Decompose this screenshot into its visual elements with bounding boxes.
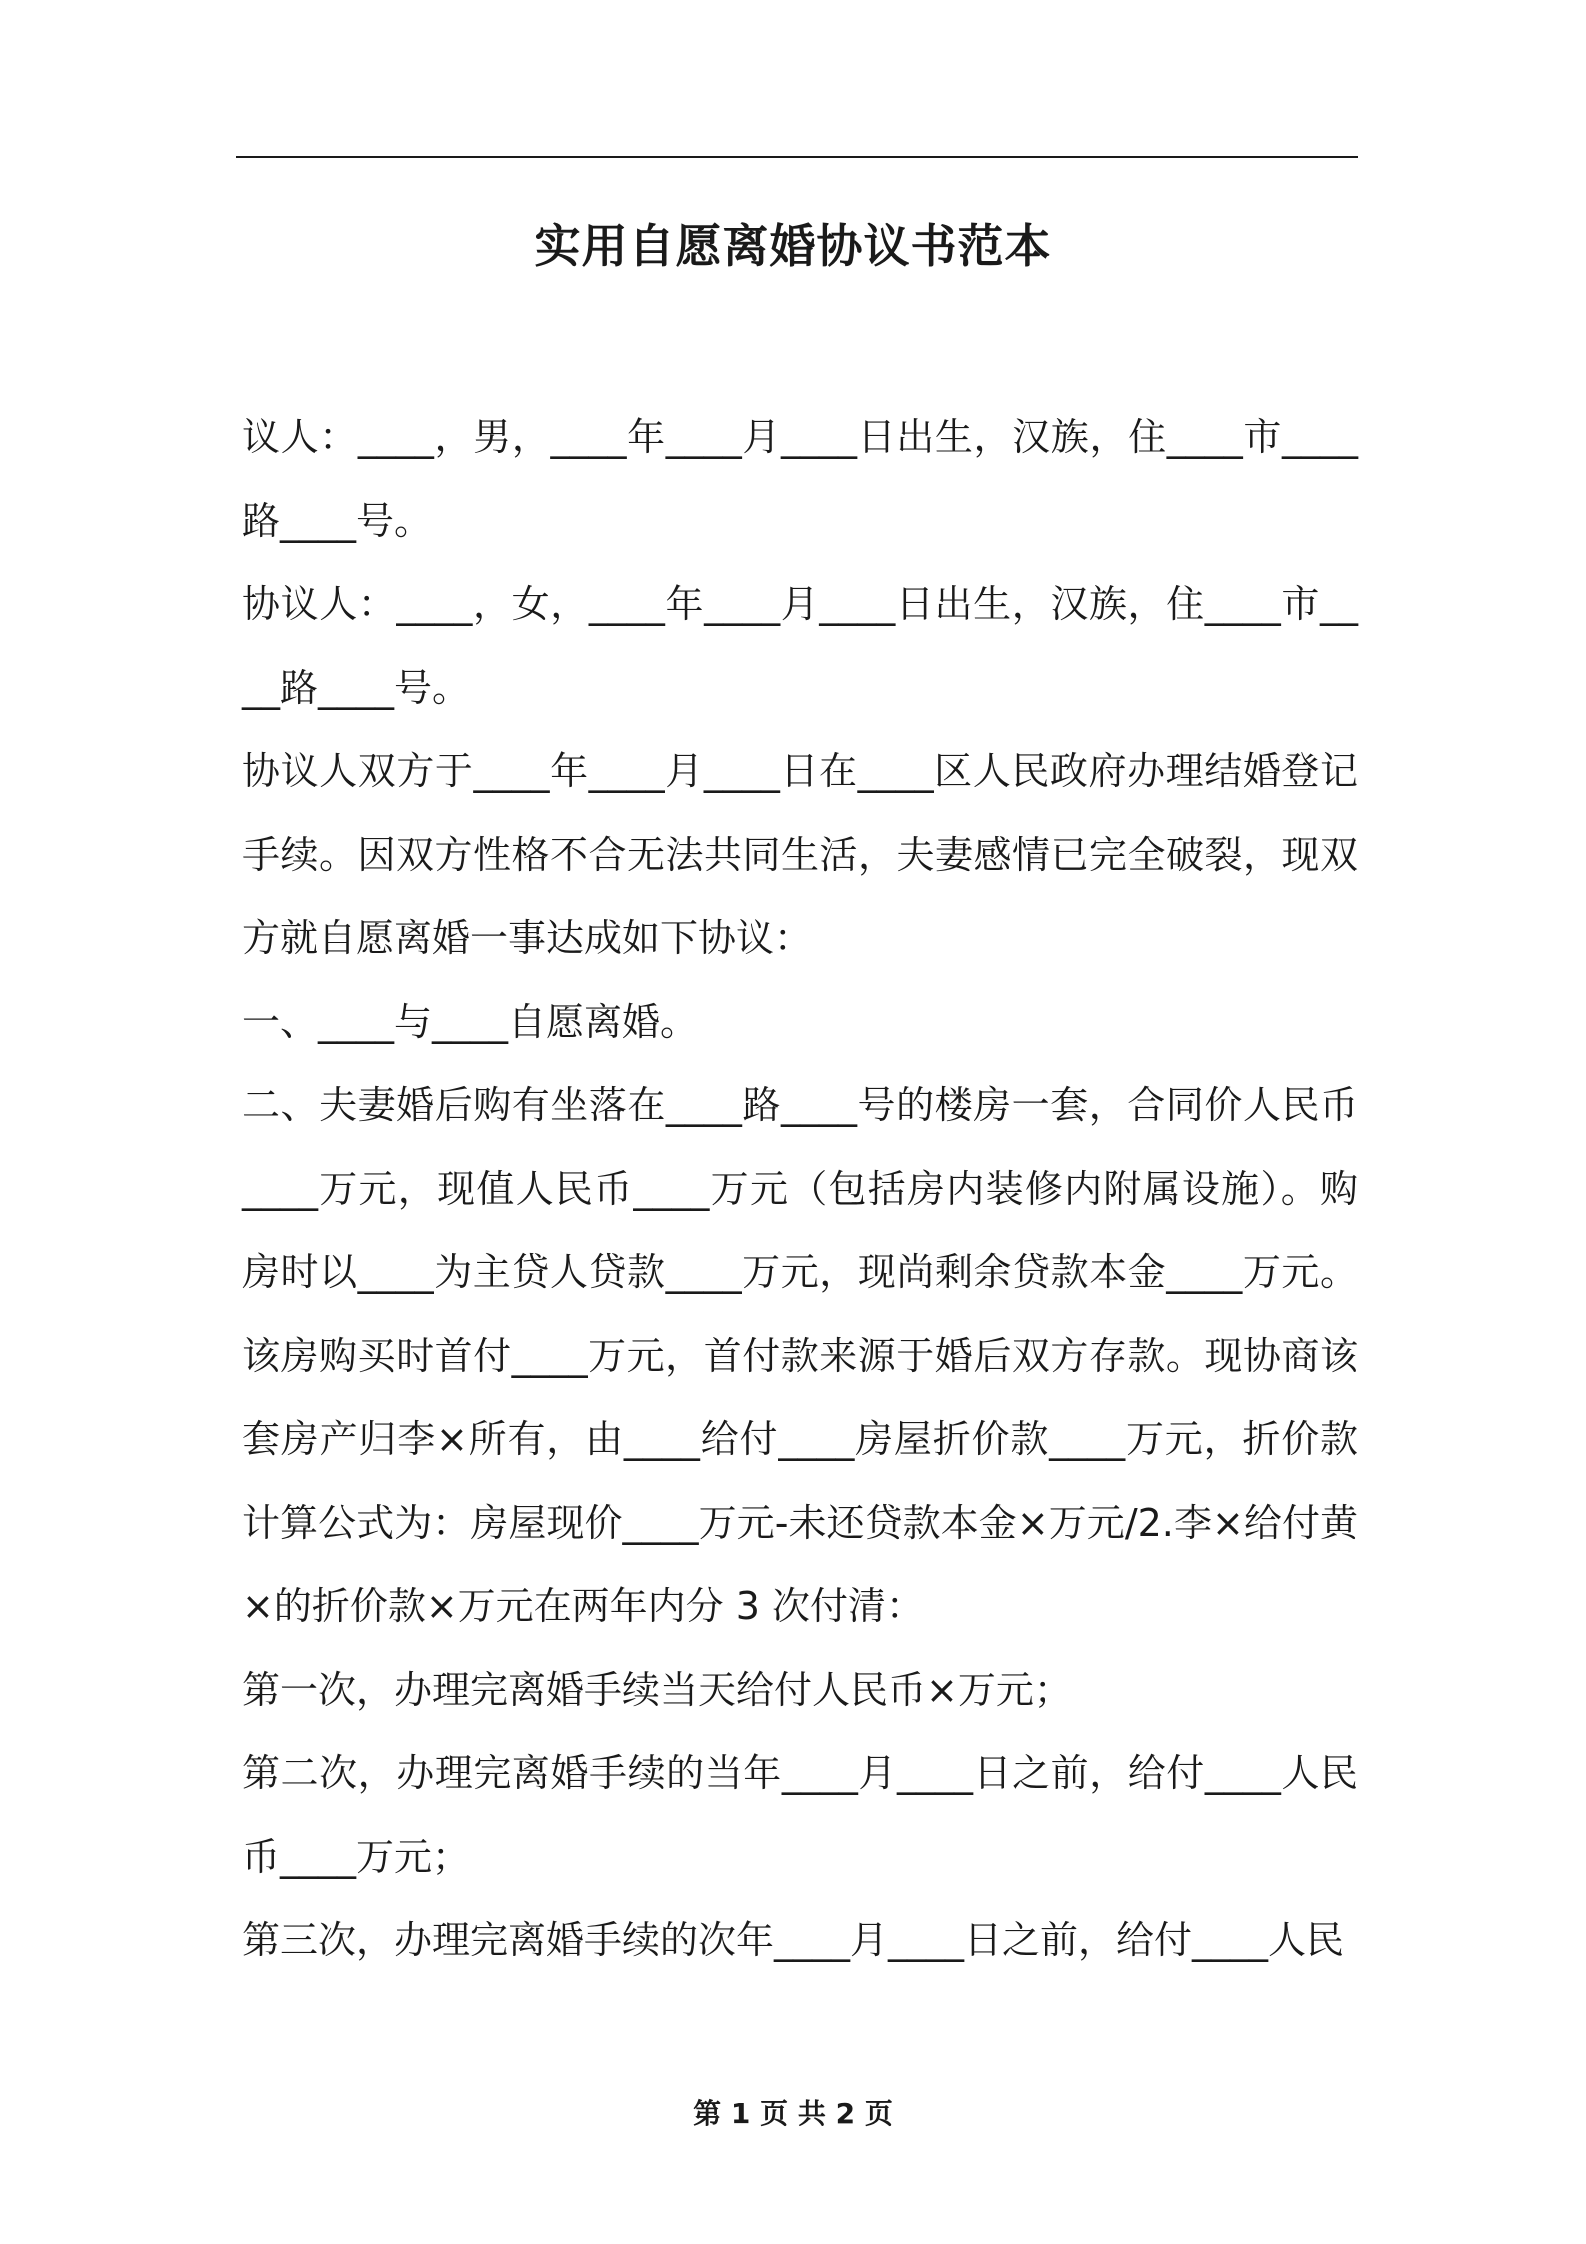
payment-first: 第一次，办理完离婚手续当天给付人民币×万元； xyxy=(242,1667,1072,1712)
document-body xyxy=(242,396,1358,1983)
paragraph-preamble: 协议人双方于____年____月____日在____区人民政府办理结婚登记手续。因双方性格不合无法共同生活，夫妻感情已完全破裂，现双方就自愿离婚一事达成如下协议： xyxy=(242,749,1358,960)
paragraph-party-b: 协议人：____，女，____年____月____日出生，汉族，住____市____路____号。 xyxy=(242,582,1358,710)
document-title: 实用自愿离婚协议书范本 xyxy=(534,219,1052,273)
payment-third: 第三次，办理完离婚手续的次年____月____日之前，给付____人民 xyxy=(242,1918,1345,1962)
header-divider xyxy=(236,156,1358,158)
page-number-footer: 第 1 页 共 2 页 xyxy=(693,2097,893,2130)
clause-one: 一、____与____自愿离婚。 xyxy=(242,999,699,1044)
paragraph-party-a: 议人：____，男，____年____月____日出生，汉族，住____市____路____号。 xyxy=(242,415,1358,543)
payment-second: 第二次，办理完离婚手续的当年____月____日之前，给付____人民币____万元； xyxy=(242,1751,1358,1879)
clause-two: 二、夫妻婚后购有坐落在____路____号的楼房一套，合同价人民币____万元，现值人民币____万元（包括房内装修内附属设施）。购房时以____为主贷人贷款____万元，现尚剩余贷款本金____万元。该房购买时首付____万元，首付款来源于婚后双方存款。现协商该套房产归李×所有，由____给付____房屋折价款____万元，折价款计算公式为：房屋现价____万元-未还贷款本金×万元/2.李×给付黄×的折价款×万元在两年内分 3 次付清： xyxy=(242,1083,1358,1628)
